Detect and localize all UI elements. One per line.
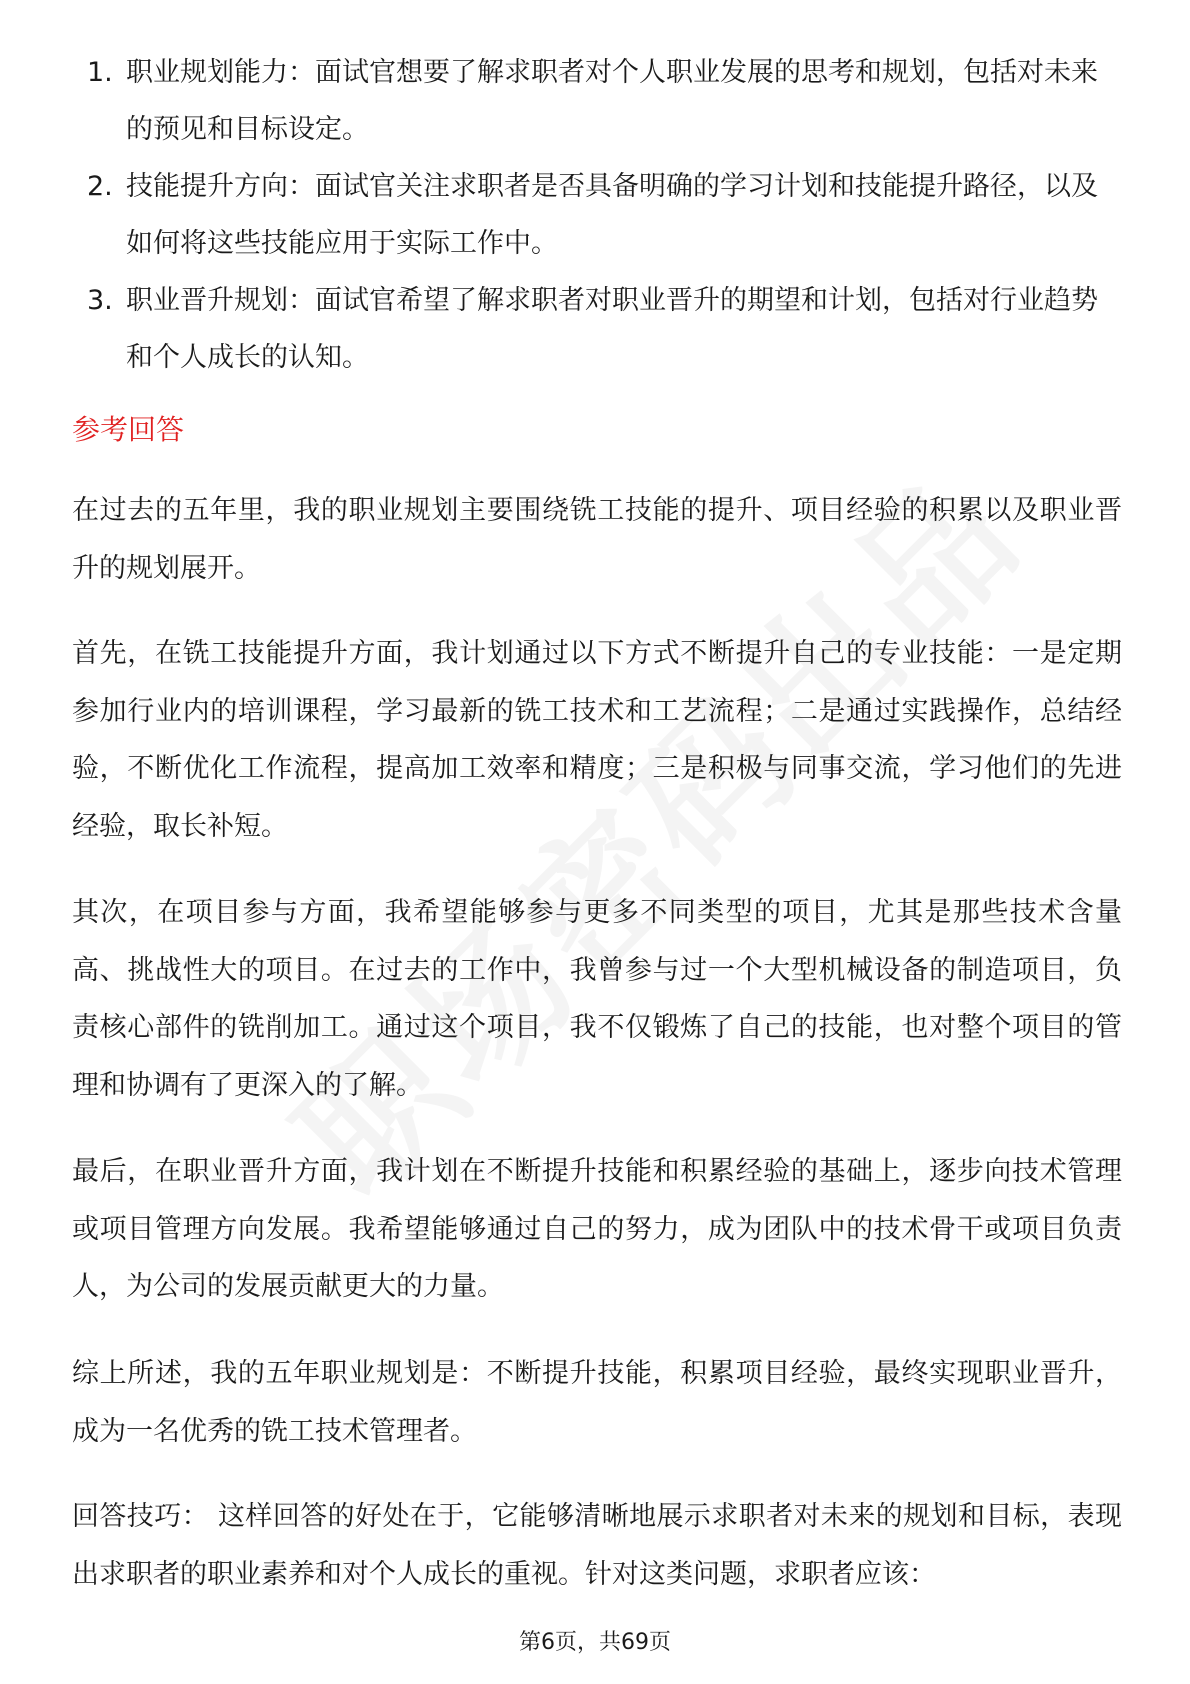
paragraph-tips: 回答技巧： 这样回答的好处在于，它能够清晰地展示求职者对未来的规划和目标，表现出求职者的职业素养和对个人成长的重视。针对这类问题，求职者应该： <box>72 1501 1122 1590</box>
list-number: 2. <box>87 171 113 202</box>
section-heading: 参考回答 <box>72 413 185 446</box>
list-text: 技能提升方向：面试官关注求职者是否具备明确的学习计划和技能提升路径，以及如何将这些技能应用于实际工作中。 <box>126 171 1098 259</box>
paragraph-projects: 其次，在项目参与方面，我希望能够参与更多不同类型的项目，尤其是那些技术含量高、挑战性大的项目。在过去的工作中，我曾参与过一个大型机械设备的制造项目，负责核心部件的铣削加工。通过这个项目，我不仅锻炼了自己的技能，也对整个项目的管理和协调有了更深入的了解。 <box>72 897 1122 1101</box>
list-item <box>0 272 1190 386</box>
criteria-list <box>0 44 1190 386</box>
list-item <box>0 44 1190 158</box>
page-number: 第6页，共69页 <box>519 1630 671 1655</box>
list-number: 1. <box>87 57 113 88</box>
paragraph-summary: 综上所述，我的五年职业规划是：不断提升技能，积累项目经验，最终实现职业晋升，成为一名优秀的铣工技术管理者。 <box>72 1358 1122 1447</box>
paragraph-skills: 首先，在铣工技能提升方面，我计划通过以下方式不断提升自己的专业技能：一是定期参加行业内的培训课程，学习最新的铣工技术和工艺流程；二是通过实践操作，总结经验，不断优化工作流程，提高加工效率和精度；三是积极与同事交流，学习他们的先进经验，取长补短。 <box>72 638 1122 842</box>
list-number: 3. <box>87 285 113 316</box>
list-text: 职业规划能力：面试官想要了解求职者对个人职业发展的思考和规划，包括对未来的预见和目标设定。 <box>126 57 1098 145</box>
paragraph-promotion: 最后，在职业晋升方面，我计划在不断提升技能和积累经验的基础上，逐步向技术管理或项目管理方向发展。我希望能够通过自己的努力，成为团队中的技术骨干或项目负责人，为公司的发展贡献更大的力量。 <box>72 1156 1122 1302</box>
list-text: 职业晋升规划：面试官希望了解求职者对职业晋升的期望和计划，包括对行业趋势和个人成长的认知。 <box>126 285 1098 373</box>
paragraph-intro: 在过去的五年里，我的职业规划主要围绕铣工技能的提升、项目经验的积累以及职业晋升的规划展开。 <box>72 495 1122 584</box>
list-item <box>0 158 1190 272</box>
